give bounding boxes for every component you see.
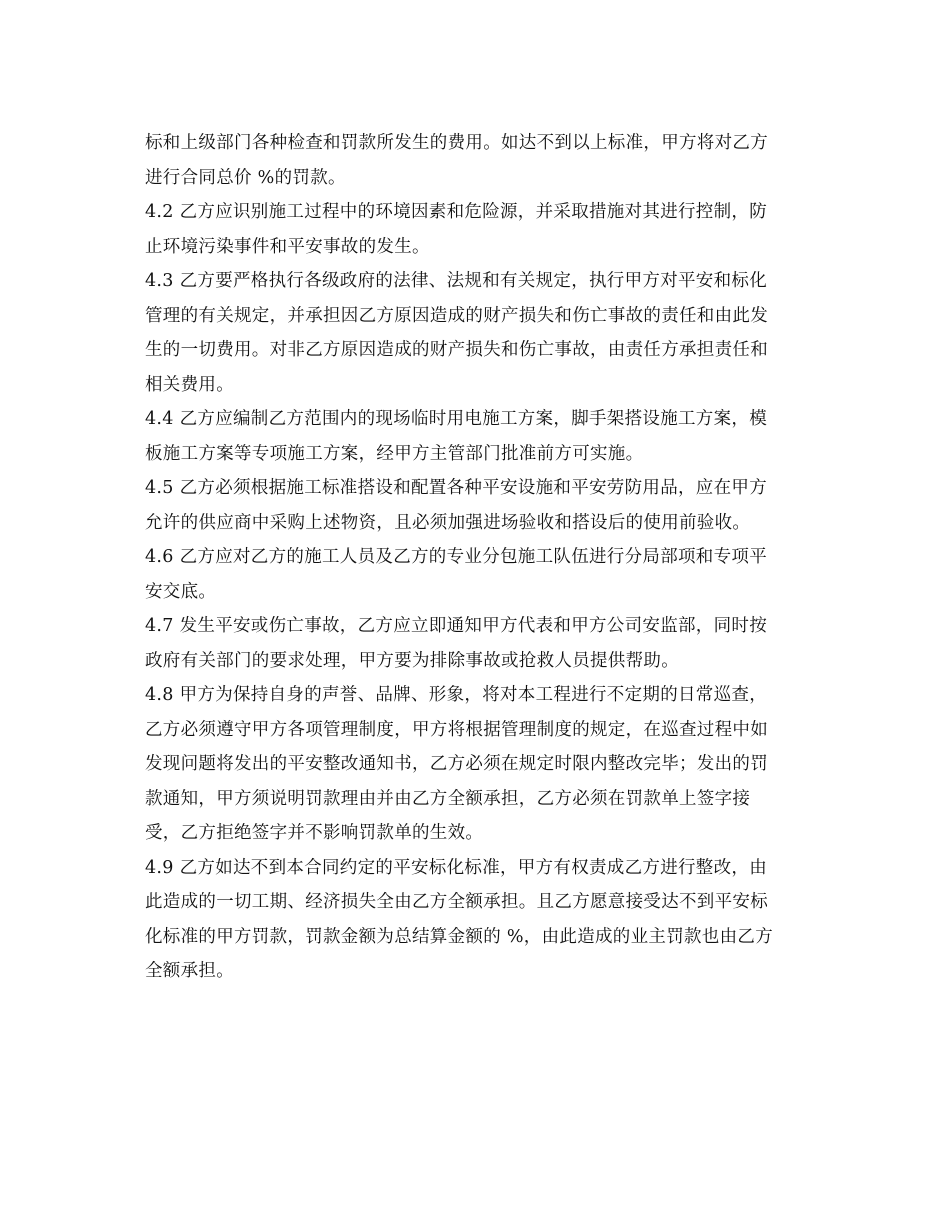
text-line: 政府有关部门的要求处理，甲方要为排除事故或抢救人员提供帮助。	[145, 650, 679, 671]
clause-4-5: 4.5 乙方必须根据施工标准搭设和配置各种平安设施和平安劳防用品，应在甲方	[145, 478, 767, 498]
text-line: 管理的有关规定，并承担因乙方原因造成的财产损失和伤亡事故的责任和由此发	[145, 305, 768, 326]
text-line: 止环境污染事件和平安事故的发生。	[145, 236, 430, 257]
text-line: 允许的供应商中采购上述物资，且必须加强进场验收和搭设后的使用前验收。	[145, 512, 751, 533]
text-line: 化标准的甲方罚款，罚款金额为总结算金额的 %，由此造成的业主罚款也由乙方	[145, 926, 773, 947]
text-line: 安交底。	[145, 581, 217, 602]
document-body	[145, 126, 815, 989]
text-line: 乙方必须遵守甲方各项管理制度，甲方将根据管理制度的规定，在巡查过程中如	[145, 719, 768, 740]
clause-4-9: 4.9 乙方如达不到本合同约定的平安标化标准，甲方有权责成乙方进行整改，由	[145, 857, 767, 878]
text-line: 全额承担。	[145, 961, 234, 981]
text-line: 进行合同总价 %的罚款。	[145, 167, 346, 188]
text-line: 标和上级部门各种检查和罚款所发生的费用。如达不到以上标准，甲方将对乙方	[145, 133, 768, 153]
text-line: 发现问题将发出的平安整改通知书，乙方必须在规定时限内整改完毕；发出的罚	[145, 754, 768, 774]
clause-4-3: 4.3 乙方要严格执行各级政府的法律、法规和有关规定，执行甲方对平安和标化	[145, 271, 767, 291]
text-line: 相关费用。	[145, 374, 234, 395]
text-line: 板施工方案等专项施工方案，经甲方主管部门批准前方可实施。	[145, 443, 644, 464]
text-line: 此造成的一切工期、经济损失全由乙方全额承担。且乙方愿意接受达不到平安标	[145, 892, 768, 912]
clause-4-7: 4.7 发生平安或伤亡事故，乙方应立即通知甲方代表和甲方公司安监部，同时按	[145, 616, 767, 636]
clause-4-4: 4.4 乙方应编制乙方范围内的现场临时用电施工方案，脚手架搭设施工方案，模	[145, 409, 767, 429]
text-line: 生的一切费用。对非乙方原因造成的财产损失和伤亡事故，由责任方承担责任和	[145, 340, 768, 360]
clause-4-8: 4.8 甲方为保持自身的声誉、品牌、形象，将对本工程进行不定期的日常巡查，	[145, 685, 767, 705]
clause-4-6: 4.6 乙方应对乙方的施工人员及乙方的专业分包施工队伍进行分局部项和专项平	[145, 547, 767, 567]
text-line: 款通知，甲方须说明罚款理由并由乙方全额承担，乙方必须在罚款单上签字接	[145, 788, 751, 809]
clause-4-2: 4.2 乙方应识别施工过程中的环境因素和危险源，并采取措施对其进行控制，防	[145, 202, 767, 222]
text-line: 受，乙方拒绝签字并不影响罚款单的生效。	[145, 823, 484, 843]
